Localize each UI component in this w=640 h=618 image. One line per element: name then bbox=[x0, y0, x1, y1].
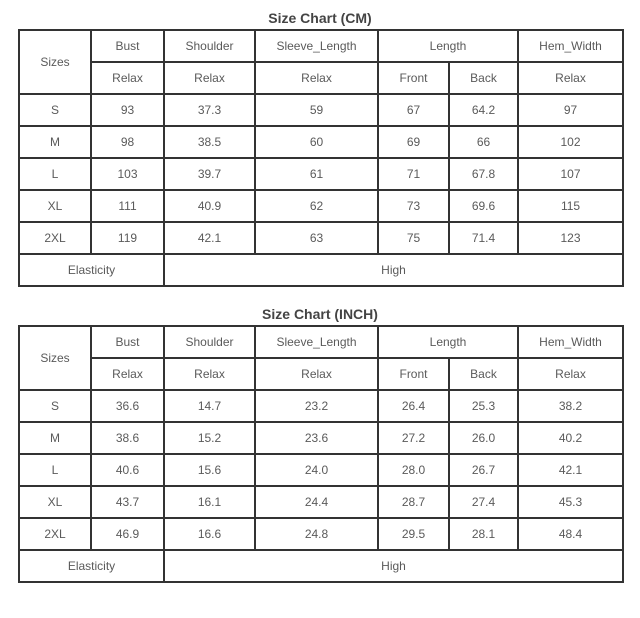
cell-length-front: 73 bbox=[378, 190, 449, 222]
table-row bbox=[19, 454, 623, 486]
cell-length-back: 71.4 bbox=[449, 222, 518, 254]
cell-shoulder: 42.1 bbox=[164, 222, 255, 254]
table-row bbox=[19, 222, 623, 254]
cell-length-front: 28.0 bbox=[378, 454, 449, 486]
cell-bust: 43.7 bbox=[91, 486, 164, 518]
cell-hem-width: 123 bbox=[518, 222, 623, 254]
cell-length-front: 29.5 bbox=[378, 518, 449, 550]
subheader-sleeve-relax: Relax bbox=[255, 62, 378, 94]
cell-shoulder: 15.6 bbox=[164, 454, 255, 486]
cell-shoulder: 15.2 bbox=[164, 422, 255, 454]
cell-bust: 46.9 bbox=[91, 518, 164, 550]
cell-length-back: 66 bbox=[449, 126, 518, 158]
cell-bust: 40.6 bbox=[91, 454, 164, 486]
cell-length-front: 71 bbox=[378, 158, 449, 190]
subheader-sleeve-relax: Relax bbox=[255, 358, 378, 390]
cell-sleeve-length: 62 bbox=[255, 190, 378, 222]
cell-hem-width: 115 bbox=[518, 190, 623, 222]
header-length: Length bbox=[378, 30, 518, 62]
table-row bbox=[19, 486, 623, 518]
cell-size: L bbox=[19, 158, 91, 190]
header-shoulder: Shoulder bbox=[164, 326, 255, 358]
subheader-bust-relax: Relax bbox=[91, 358, 164, 390]
cell-shoulder: 37.3 bbox=[164, 94, 255, 126]
header-bust: Bust bbox=[91, 30, 164, 62]
table-row bbox=[19, 390, 623, 422]
table-row bbox=[19, 158, 623, 190]
cell-length-front: 26.4 bbox=[378, 390, 449, 422]
cell-sleeve-length: 59 bbox=[255, 94, 378, 126]
table-row bbox=[19, 518, 623, 550]
cell-hem-width: 97 bbox=[518, 94, 623, 126]
subheader-row bbox=[19, 358, 623, 390]
header-bust: Bust bbox=[91, 326, 164, 358]
cell-length-back: 27.4 bbox=[449, 486, 518, 518]
subheader-bust-relax: Relax bbox=[91, 62, 164, 94]
cell-sleeve-length: 24.0 bbox=[255, 454, 378, 486]
cell-length-back: 26.0 bbox=[449, 422, 518, 454]
cell-length-back: 25.3 bbox=[449, 390, 518, 422]
size-chart-inch-table bbox=[18, 325, 624, 583]
size-chart-cm-title: Size Chart (CM) bbox=[268, 10, 372, 26]
subheader-hem-relax: Relax bbox=[518, 358, 623, 390]
subheader-length-back: Back bbox=[449, 358, 518, 390]
cell-length-front: 67 bbox=[378, 94, 449, 126]
size-chart-inch-title: Size Chart (INCH) bbox=[262, 306, 378, 322]
cell-size: S bbox=[19, 390, 91, 422]
cell-shoulder: 40.9 bbox=[164, 190, 255, 222]
cell-size: L bbox=[19, 454, 91, 486]
cell-bust: 36.6 bbox=[91, 390, 164, 422]
cell-size: XL bbox=[19, 486, 91, 518]
cell-length-back: 28.1 bbox=[449, 518, 518, 550]
elasticity-value: High bbox=[164, 254, 623, 286]
cell-bust: 119 bbox=[91, 222, 164, 254]
header-row bbox=[19, 326, 623, 358]
cell-hem-width: 102 bbox=[518, 126, 623, 158]
subheader-shoulder-relax: Relax bbox=[164, 62, 255, 94]
cell-bust: 38.6 bbox=[91, 422, 164, 454]
header-sizes: Sizes bbox=[19, 326, 91, 390]
header-hem-width: Hem_Width bbox=[518, 326, 623, 358]
table-row bbox=[19, 190, 623, 222]
cell-size: 2XL bbox=[19, 518, 91, 550]
cell-sleeve-length: 60 bbox=[255, 126, 378, 158]
table-row bbox=[19, 126, 623, 158]
cell-size: M bbox=[19, 126, 91, 158]
size-chart-cm-table bbox=[18, 29, 624, 287]
subheader-row bbox=[19, 62, 623, 94]
header-length: Length bbox=[378, 326, 518, 358]
elasticity-row bbox=[19, 254, 623, 286]
cell-length-front: 27.2 bbox=[378, 422, 449, 454]
cell-shoulder: 38.5 bbox=[164, 126, 255, 158]
cell-length-back: 69.6 bbox=[449, 190, 518, 222]
cell-sleeve-length: 23.6 bbox=[255, 422, 378, 454]
cell-size: M bbox=[19, 422, 91, 454]
cell-shoulder: 16.6 bbox=[164, 518, 255, 550]
cell-sleeve-length: 61 bbox=[255, 158, 378, 190]
cell-size: 2XL bbox=[19, 222, 91, 254]
subheader-hem-relax: Relax bbox=[518, 62, 623, 94]
cell-hem-width: 107 bbox=[518, 158, 623, 190]
cell-shoulder: 39.7 bbox=[164, 158, 255, 190]
subheader-shoulder-relax: Relax bbox=[164, 358, 255, 390]
cell-bust: 93 bbox=[91, 94, 164, 126]
elasticity-label: Elasticity bbox=[19, 254, 164, 286]
cell-length-back: 26.7 bbox=[449, 454, 518, 486]
cell-sleeve-length: 24.8 bbox=[255, 518, 378, 550]
cell-hem-width: 38.2 bbox=[518, 390, 623, 422]
header-sizes: Sizes bbox=[19, 30, 91, 94]
cell-sleeve-length: 24.4 bbox=[255, 486, 378, 518]
header-row bbox=[19, 30, 623, 62]
subheader-length-front: Front bbox=[378, 358, 449, 390]
cell-size: S bbox=[19, 94, 91, 126]
subheader-length-back: Back bbox=[449, 62, 518, 94]
table-row bbox=[19, 94, 623, 126]
cell-shoulder: 14.7 bbox=[164, 390, 255, 422]
header-sleeve-length: Sleeve_Length bbox=[255, 326, 378, 358]
cell-length-back: 67.8 bbox=[449, 158, 518, 190]
cell-shoulder: 16.1 bbox=[164, 486, 255, 518]
cell-sleeve-length: 63 bbox=[255, 222, 378, 254]
elasticity-row bbox=[19, 550, 623, 582]
table-row bbox=[19, 422, 623, 454]
subheader-length-front: Front bbox=[378, 62, 449, 94]
cell-size: XL bbox=[19, 190, 91, 222]
header-sleeve-length: Sleeve_Length bbox=[255, 30, 378, 62]
cell-hem-width: 40.2 bbox=[518, 422, 623, 454]
cell-hem-width: 45.3 bbox=[518, 486, 623, 518]
cell-length-front: 28.7 bbox=[378, 486, 449, 518]
cell-bust: 111 bbox=[91, 190, 164, 222]
cell-bust: 103 bbox=[91, 158, 164, 190]
header-hem-width: Hem_Width bbox=[518, 30, 623, 62]
cell-length-front: 69 bbox=[378, 126, 449, 158]
cell-hem-width: 48.4 bbox=[518, 518, 623, 550]
cell-sleeve-length: 23.2 bbox=[255, 390, 378, 422]
cell-hem-width: 42.1 bbox=[518, 454, 623, 486]
header-shoulder: Shoulder bbox=[164, 30, 255, 62]
elasticity-value: High bbox=[164, 550, 623, 582]
cell-bust: 98 bbox=[91, 126, 164, 158]
cell-length-back: 64.2 bbox=[449, 94, 518, 126]
cell-length-front: 75 bbox=[378, 222, 449, 254]
elasticity-label: Elasticity bbox=[19, 550, 164, 582]
